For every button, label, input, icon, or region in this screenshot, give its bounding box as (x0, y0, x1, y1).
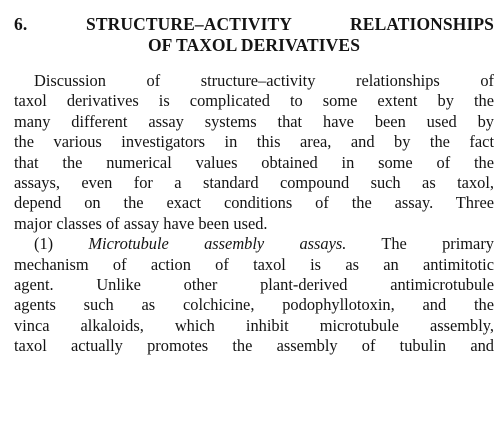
text-line: taxol actually promotes the assembly of tubulin and (14, 336, 494, 356)
section-heading-line-1: 6. STRUCTURE–ACTIVITY RELATIONSHIPS (14, 14, 494, 34)
paragraph-2 (14, 234, 494, 356)
list-number: (1) (34, 234, 54, 254)
text-line: depend on the exact conditions of the assay. Three (14, 193, 494, 213)
text-line: taxol derivatives is complicated to some extent by the (14, 91, 494, 111)
text-line: agents such as colchicine, podophyllotoxin, and the (14, 295, 494, 315)
text-line: the various investigators in this area, and by the fact (14, 132, 494, 152)
text-line: assays, even for a standard compound such as taxol, (14, 173, 494, 193)
text-line: many different assay systems that have been used by (14, 111, 494, 131)
section-heading-line-2: OF TAXOL DERIVATIVES (147, 35, 361, 55)
text-line: mechanism of action of taxol is as an antimitotic (14, 254, 494, 274)
body-text (14, 71, 494, 357)
text-line: agent. Unlike other plant-derived antimicrotubule (14, 275, 494, 295)
text-line: Discussion of structure–activity relationships of (34, 71, 494, 90)
text-line: that the numerical values obtained in some of the (14, 152, 494, 172)
italic-subheading: Microtubule assembly assays. (88, 234, 347, 254)
text-line: major classes of assay have been used. (14, 213, 268, 233)
text-line: vinca alkaloids, which inhibit microtubule assembly, (14, 315, 494, 335)
text-line (14, 234, 494, 254)
page (14, 0, 494, 357)
section-heading (14, 0, 494, 56)
paragraph-1 (14, 71, 494, 234)
text-fragment: The primary (381, 234, 494, 254)
